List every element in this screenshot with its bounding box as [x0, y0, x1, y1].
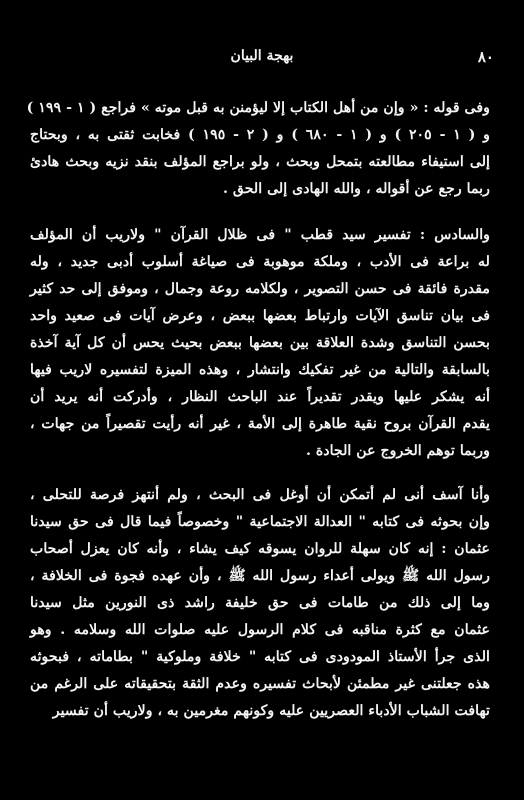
text-line: له براعة فى الأدب ، وملكة موهوبة فى صياغة أسلوب أدبى جديد ، وله [30, 254, 490, 270]
text-line: أنه يشكر عليها ويقدر تقديراً عند الباحث النظار ، وأدركت أنه يريد أن [30, 389, 490, 405]
text-line: وفى قوله : « وإن من أهل الكتاب إلا ليؤمنن به قبل موته » فراجع ( ١ - ١٩٩ ) [26, 100, 490, 116]
text-line: عثمان مع كثرة مناقبه فى كلام الرسول عليه صلوات الله وسلامه . وهو [30, 622, 490, 638]
text-line: فى بيان تناسق الآيات وارتباط بعضها ببعض ، وعرض آيات فى صعيد واحد [30, 308, 490, 324]
text-line: وما إلى ذلك من طامات فى حق خليفة راشد ذى النورين مثل سيدنا [30, 595, 490, 611]
text-line: وأنا آسف أنى لم أتمكن أن أوغل فى البحث ، ولم أنتهز فرصة للتحلى ، [30, 487, 490, 503]
paragraph-2 [30, 222, 490, 465]
text-line: إلى استيفاء مطالعته بتمحل وبحث ، ولو براجع المؤلف بنقد نزيه وبحث هادئ [30, 154, 490, 170]
text-line: بحسن التناسق وشدة العلاقة بين بعضها ببعض بحيث يحس أن كل آية آخذة [30, 335, 490, 351]
text-line: رسول الله ﷺ ويولى أعداء رسول الله ﷺ ، وأن عهده فجوة فى الخلافة ، [30, 568, 490, 584]
text-line: الذى جرأ الأستاذ المودودى فى كتابه " خلافة وملوكية " بطاماته ، فبحوثه [30, 649, 490, 665]
page-number: ٨٠ [477, 48, 494, 66]
page-header [30, 48, 494, 72]
text-line: يقدم القرآن بروح نقية طاهرة إلى الأمة ، غير أنه رأيت تقصيراً من جهات ، [30, 416, 490, 432]
text-line: و ( ١ - ٢٠٥ ) و ( ١ - ٦٨٠ ) و ( ٢ - ١٩٥ ) فخابت ثقتى به ، وبحتاج [30, 127, 490, 143]
paragraph-3 [30, 482, 490, 725]
text-line: تهافت الشباب الأدباء العصريين عليه وكونهم مغرمين به ، ولاريب أن تفسير [52, 703, 490, 719]
text-line: عثمان : إنه كان سهلة للروان يسوقه كيف يشاء ، وأنه كان يعزل أصحاب [30, 541, 490, 557]
text-line: مقدرة فائقة فى حسن التصوير ، ولكلامه روعة وجمال ، وموفق إلى حد كثير [30, 281, 490, 297]
text-line: والسادس : تفسير سيد قطب " فى ظلال القرآن " ولاريب أن المؤلف [30, 227, 490, 243]
text-line: ربما رجع عن أقواله ، والله الهادى إلى الحق . [223, 181, 490, 197]
text-line: وإن بحوثه فى كتابه " العدالة الاجتماعية " وخصوصاً فيما قال فى حق سيدنا [30, 514, 490, 530]
text-line: وربما توهم الخروج عن الجادة . [305, 443, 490, 459]
text-line: هذه جعلتنى غير مطمئن لأبحاث تفسيره وعدم الثقة بتحقيقاته على الرغم من [30, 676, 490, 692]
text-line: بالسابقة والتالية من غير تفكيك وانتشار ، وهذه الميزة لتفسيره لاريب فيها [30, 362, 490, 378]
running-title: بهجة البيان [230, 48, 294, 64]
paragraph-1 [26, 95, 490, 203]
